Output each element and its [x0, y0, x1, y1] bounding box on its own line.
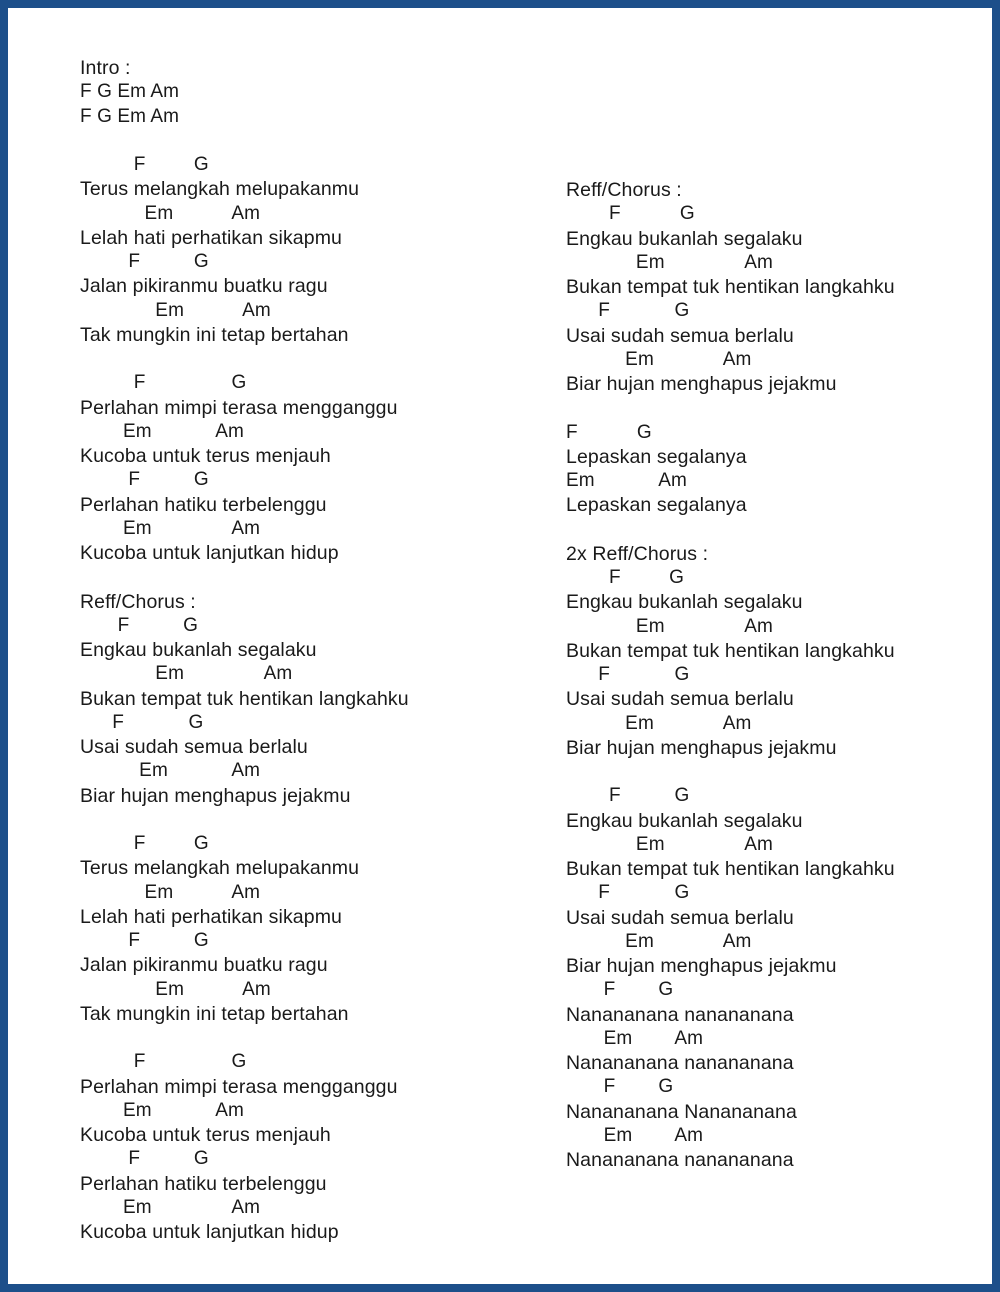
lyric-line: Bukan tempat tuk hentikan langkahku: [566, 276, 895, 298]
blank-line: [80, 565, 520, 589]
chord-line: Em Am: [80, 881, 261, 903]
blank-line: [80, 808, 520, 832]
lyric-line: Kucoba untuk lanjutkan hidup: [80, 542, 339, 564]
lyric-line: Perlahan mimpi terasa mengganggu: [80, 1075, 398, 1098]
chord-line: Em Am: [80, 1196, 261, 1218]
lyric-line: Perlahan hatiku terbelenggu: [80, 1172, 327, 1195]
chord-line: F G: [80, 614, 199, 636]
lyric-line: Biar hujan menghapus jejakmu: [80, 784, 351, 807]
section-heading: 2x Reff/Chorus :: [566, 542, 709, 565]
lyric-line: Kucoba untuk terus menjauh: [80, 445, 331, 467]
lyric-line: Kucoba untuk terus menjauh: [80, 1124, 331, 1146]
chord-line: F G: [80, 1051, 247, 1073]
chord-line: Em Am: [80, 978, 271, 1000]
left-column: [80, 56, 520, 1244]
lyric-line: Engkau bukanlah segalaku: [566, 227, 803, 250]
chord-line: F G: [566, 300, 690, 322]
chord-line: Em Am: [566, 470, 687, 491]
blank-line: [566, 760, 986, 784]
lyric-line: Tak mungkin ini tetap bertahan: [80, 1002, 349, 1025]
chord-line: F G: [80, 469, 209, 491]
lyric-line: Nanananana nanananana: [566, 1149, 794, 1171]
chord-line: Em Am: [80, 517, 261, 539]
chord-line: F G: [566, 1076, 674, 1098]
lyric-line: Usai sudah semua berlalu: [566, 324, 794, 347]
chord-line: F G Em Am: [80, 81, 180, 103]
lyric-line: Lepaskan segalanya: [566, 445, 747, 468]
blank-line: [566, 518, 986, 542]
chord-line: Em Am: [80, 299, 271, 321]
chord-line: Em Am: [566, 1027, 704, 1049]
blank-line: [80, 129, 520, 153]
chord-line: F G: [80, 1148, 209, 1170]
chord-line: Em Am: [566, 251, 773, 273]
lyric-line: Lelah hati perhatikan sikapmu: [80, 226, 342, 249]
right-column: [566, 178, 986, 1172]
chord-line: F G: [80, 711, 204, 733]
chord-line: F G: [566, 664, 690, 685]
lyric-line: Jalan pikiranmu buatku ragu: [80, 954, 328, 977]
chord-line: Em Am: [566, 615, 773, 637]
lyric-line: Biar hujan menghapus jejakmu: [566, 736, 837, 759]
lyric-line: Engkau bukanlah segalaku: [566, 591, 803, 614]
chord-line: Em Am: [80, 420, 244, 442]
lyric-line: Jalan pikiranmu buatku ragu: [80, 275, 328, 298]
lyric-line: Bukan tempat tuk hentikan langkahku: [80, 687, 409, 710]
lyric-line: Kucoba untuk lanjutkan hidup: [80, 1221, 339, 1243]
blank-line: [80, 347, 520, 371]
lyric-line: Terus melangkah melupakanmu: [80, 857, 360, 880]
lyric-line: Lelah hati perhatikan sikapmu: [80, 905, 342, 928]
lyric-line: Bukan tempat tuk hentikan langkahku: [566, 639, 895, 662]
lyric-line: Usai sudah semua berlalu: [80, 736, 308, 758]
lyric-line: Tak mungkin ini tetap bertahan: [80, 323, 349, 346]
chord-line: Em Am: [566, 1124, 704, 1146]
section-heading: Reff/Chorus :: [80, 590, 196, 613]
chord-line: F G: [566, 567, 685, 588]
chord-line: Em Am: [80, 1099, 244, 1121]
chord-line: Em Am: [80, 202, 261, 224]
lyric-line: Engkau bukanlah segalaku: [566, 809, 803, 832]
section-heading: Reff/Chorus :: [566, 179, 682, 201]
lyric-line: Terus melangkah melupakanmu: [80, 178, 360, 201]
lyric-line: Nanananana nanananana: [566, 1052, 794, 1074]
section-heading: Intro :: [80, 57, 131, 79]
lyric-line: Usai sudah semua berlalu: [566, 688, 794, 711]
chord-line: Em Am: [566, 930, 752, 952]
lyric-line: Nanananana nanananana: [566, 1003, 794, 1026]
blank-line: [80, 1026, 520, 1050]
lyric-line: Nanananana Nanananana: [566, 1100, 797, 1123]
chord-line: F G: [80, 154, 209, 175]
lyric-line: Engkau bukanlah segalaku: [80, 639, 317, 661]
chord-line: F G: [80, 833, 209, 854]
chord-line: F G Em Am: [80, 105, 180, 127]
blank-line: [566, 396, 986, 420]
chord-line: F G: [80, 251, 209, 272]
chord-line: Em Am: [566, 348, 752, 370]
lyric-line: Perlahan hatiku terbelenggu: [80, 493, 327, 516]
chord-line: F G: [80, 372, 247, 394]
chord-line: Em Am: [80, 663, 293, 685]
lyric-line: Bukan tempat tuk hentikan langkahku: [566, 858, 895, 880]
chord-line: Em Am: [80, 760, 261, 782]
chord-line: F G: [566, 979, 674, 1001]
lyric-line: Biar hujan menghapus jejakmu: [566, 955, 837, 977]
chord-line: F G: [566, 421, 652, 443]
lyric-line: Perlahan mimpi terasa mengganggu: [80, 396, 398, 419]
lyric-line: Usai sudah semua berlalu: [566, 906, 794, 929]
lyric-line: Lepaskan segalanya: [566, 494, 747, 517]
chord-line: F G: [566, 785, 690, 807]
chord-line: F G: [566, 203, 695, 225]
chord-line: Em Am: [566, 712, 752, 734]
chord-line: F G: [566, 882, 690, 904]
chord-line: Em Am: [566, 833, 773, 855]
lyric-line: Biar hujan menghapus jejakmu: [566, 373, 837, 395]
chord-line: F G: [80, 930, 209, 951]
